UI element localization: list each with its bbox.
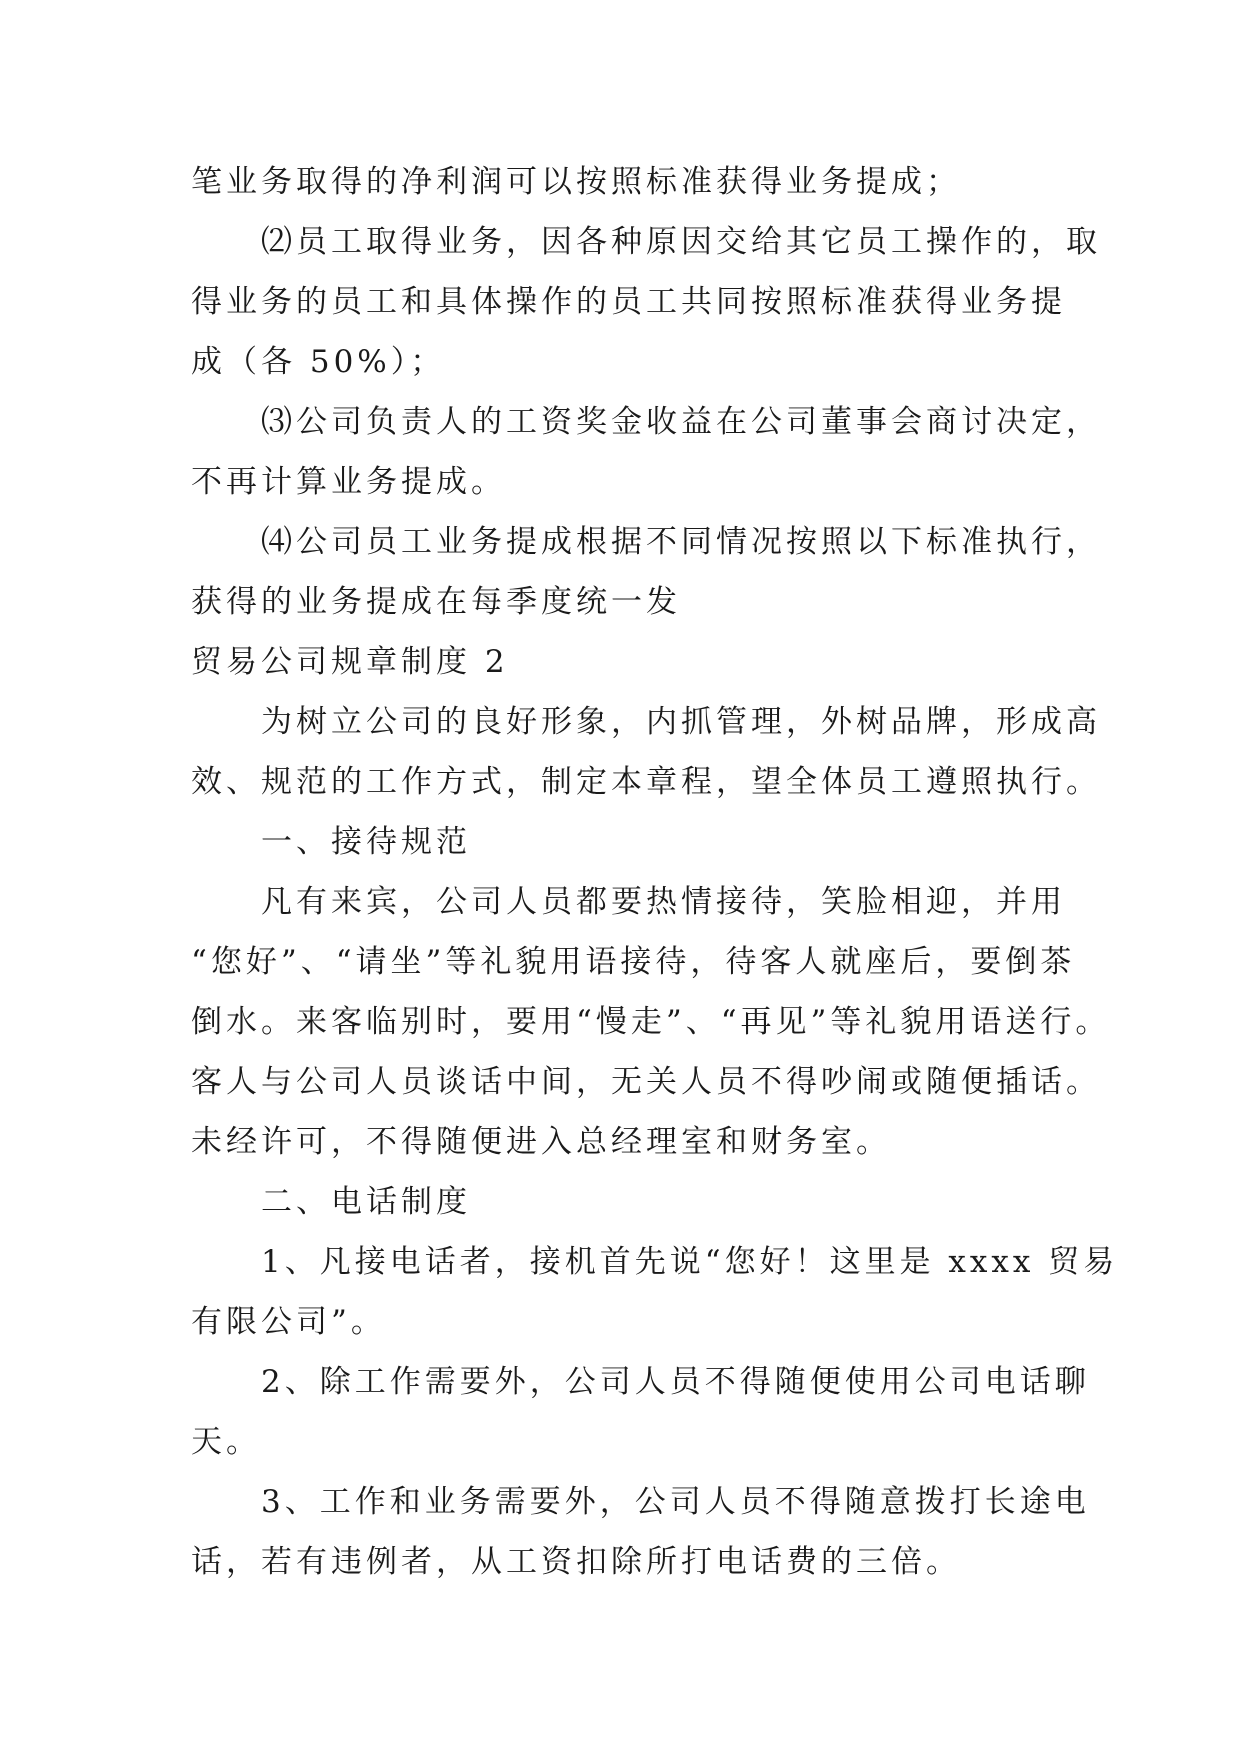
text-line: 天。 [191, 1424, 261, 1460]
text-line: “您好”、“请坐”等礼貌用语接待，待客人就座后，要倒茶 [191, 944, 1076, 980]
text-line: 未经许可，不得随便进入总经理室和财务室。 [191, 1124, 891, 1160]
heading-phone: 二、电话制度 [191, 1184, 471, 1220]
text-line: 得业务的员工和具体操作的员工共同按照标准获得业务提 [191, 284, 1066, 320]
text-line: 有限公司”。 [191, 1304, 386, 1340]
text-line: 话，若有违例者，从工资扣除所打电话费的三倍。 [191, 1544, 961, 1580]
text-line: 获得的业务提成在每季度统一发 [191, 584, 681, 620]
text-line: 效、规范的工作方式，制定本章程，望全体员工遵照执行。 [191, 764, 1101, 800]
text-line: 凡有来宾，公司人员都要热情接待，笑脸相迎，并用 [191, 884, 1066, 920]
text-line: ⑷公司员工业务提成根据不同情况按照以下标准执行， [191, 524, 1101, 560]
text-line: 客人与公司人员谈话中间，无关人员不得吵闹或随便插话。 [191, 1064, 1101, 1100]
heading-reception: 一、接待规范 [191, 824, 471, 860]
text-line: 倒水。来客临别时，要用“慢走”、“再见”等礼貌用语送行。 [191, 1004, 1111, 1040]
text-line: 成（各 50%）； [191, 344, 446, 380]
text-line: 为树立公司的良好形象，内抓管理，外树品牌，形成高 [191, 704, 1101, 740]
text-line: 笔业务取得的净利润可以按照标准获得业务提成； [191, 164, 961, 200]
section-title: 贸易公司规章制度 2 [191, 644, 509, 680]
text-line: 3、工作和业务需要外，公司人员不得随意拨打长途电 [191, 1484, 1090, 1520]
text-line: 1、凡接电话者，接机首先说“您好！这里是 xxxx 贸易 [191, 1244, 1119, 1280]
text-line: ⑶公司负责人的工资奖金收益在公司董事会商讨决定， [191, 404, 1101, 440]
text-line: 不再计算业务提成。 [191, 464, 506, 500]
document-body [191, 152, 1119, 1592]
text-line: 2、除工作需要外，公司人员不得随便使用公司电话聊 [191, 1364, 1090, 1400]
text-line: ⑵员工取得业务，因各种原因交给其它员工操作的，取 [191, 224, 1101, 260]
